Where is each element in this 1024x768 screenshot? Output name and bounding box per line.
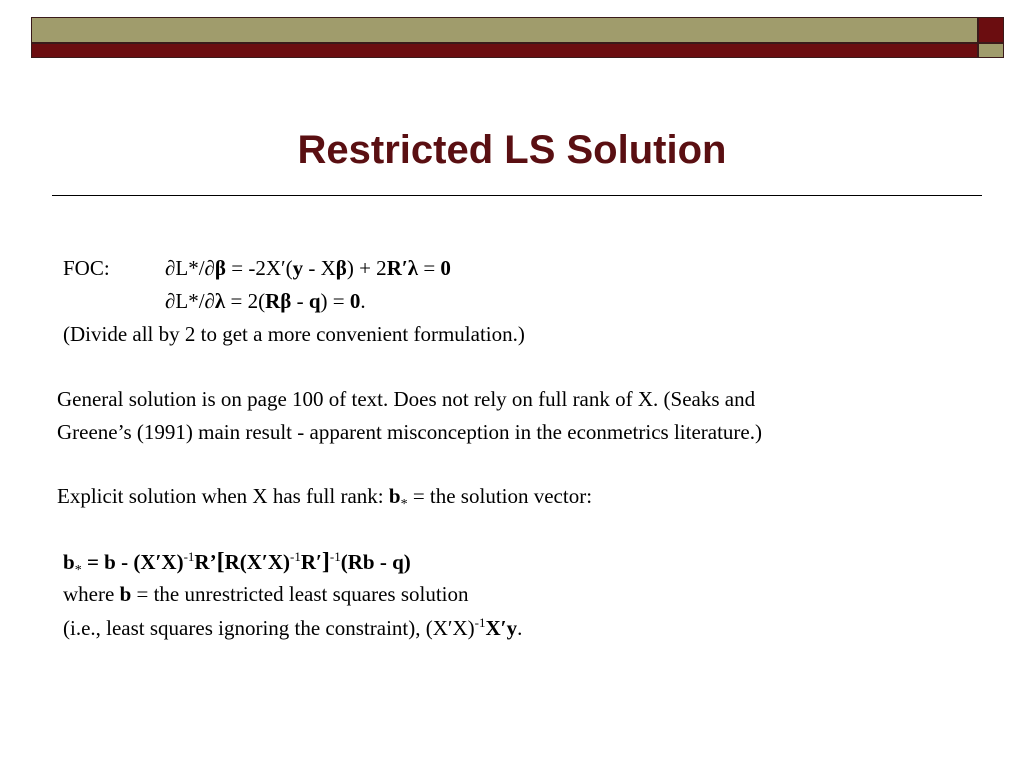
foc-note: (Divide all by 2 to get a more convenient formulation.) [63, 322, 525, 346]
header-corner-olive [978, 43, 1004, 58]
header-bar-olive [31, 17, 978, 43]
foc-equation-1: ∂L*/∂β = -2X′(y - Xβ) + 2R′λ = 0 [165, 256, 451, 280]
general-solution-line-1: General solution is on page 100 of text. Does not rely on full rank of X. (Seaks and [57, 387, 756, 411]
slide-title: Restricted LS Solution [297, 128, 727, 172]
foc-label: FOC: [63, 256, 110, 280]
where-line: where b = the unrestricted least squares solution [63, 582, 469, 606]
header-corner-maroon [978, 17, 1004, 43]
ie-line: (i.e., least squares ignoring the constraint), $(X'X)^{-1}X'y$. [63, 615, 523, 640]
explicit-solution-text: Explicit solution when X has full rank: $b_*$ = the solution vector: [57, 484, 593, 513]
title-divider [52, 195, 982, 196]
solution-equation: $b_* = b$ - $(X'X)^{-1}R’[R(X'X)^{-1}R']^{-1}(Rb - q)$ [63, 549, 411, 579]
general-solution-line-2: Greene’s (1991) main result - apparent misconception in the econmetrics literature.) [57, 420, 762, 444]
foc-equation-2: ∂L*/∂λ = 2(Rβ - q) = 0. [165, 289, 366, 313]
header-bar-maroon [31, 43, 978, 58]
